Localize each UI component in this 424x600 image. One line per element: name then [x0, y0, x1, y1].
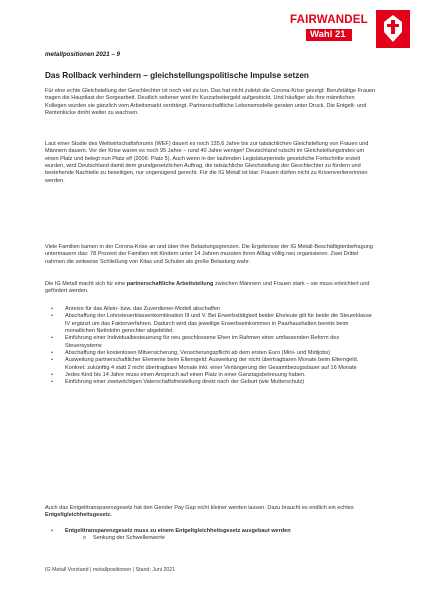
- equal-pay-list: [45, 528, 377, 543]
- paragraph-demands-intro: [45, 281, 377, 296]
- list-item: • Anreize für das Allein- bzw. das Zuverdiener-Modell abschaffen: [45, 306, 377, 313]
- page-footer: IG Metall Vorstand | metallpositionen | Stand: Juni 2021: [45, 567, 176, 573]
- list-item: • Einführung einer zweiwöchigen Vaterschaftsfreistellung direkt nach der Geburt (wie Mutterschutz): [45, 379, 377, 386]
- paragraph-equal-pay: [45, 505, 377, 520]
- list-item: [45, 528, 377, 543]
- demands-intro-post: zwischen Männern und Frauen stark – sie muss erleichtert und gefördert werden.: [45, 281, 370, 295]
- list-item: • Ausweitung partnerschaftlicher Elemente beim Elterngeld: Ausweitung der nicht übertragbaren Monate beim Elterngeld. Konkret: zukünftig 4 statt 2 nicht übertragbare Monate inkl. einer Verlängerung der Gesamtbezugsdauer auf 16 Monate: [45, 357, 377, 372]
- demands-intro-pre: Die IG Metall macht sich für eine: [45, 281, 127, 287]
- equal-pay-sublist: [65, 535, 377, 542]
- fairwandel-logo-text: FAIRWANDEL: [290, 14, 368, 26]
- paragraph-wef-study: Laut einer Studie des Weltwirtschaftsforums (WEF) dauert es noch 135,6 Jahre bis zur tatsächlichen Gleichstellung von Frauen und Männern dauern. Vor der Krise waren es noch 95 Jahre – rund 40 Jahre weniger! Deutschland rutscht im Gleichstellungsindex um einen Platz und belegt nun Platz elf (2006: Platz 5). Auch wenn in der laufenden Legislaturperiode gesetzliche Fortschritte erzielt wurden, wird Deutschland damit dem grundgesetzlichen Auftrag, die tatsächliche Gleichstellung der Geschlechter zu fördern und bestehende Nachteile zu beseitigen, nur ungenügend gerecht. Für die IG Metall ist klar: Frauen dürfen nicht zu Krisenverliererinnen werden.: [45, 141, 369, 184]
- paragraph-families: Viele Familien kamen in der Corona-Krise an und über ihre Belastungsgrenzen. Die Ergebnisse der IG Metall-Beschäftigtenbefragung untermauern das: 78 Prozent der Familien mit Kindern unter 14 Jahren mussten ihren Alltag völlig neu organisieren. Zwei Drittel nahmen die zeitweise Schließung von Kitas und Schulen als große Belastung wahr.: [45, 244, 373, 265]
- equal-pay-bold: Entgeltgleichheitsgesetz.: [45, 512, 112, 519]
- list-item: • Jedes Kind bis 14 Jahre muss einen Anspruch auf einen Platz in einer Ganztagsbetreuung haben.: [45, 372, 377, 379]
- document-kicker: metallpositionen 2021 – 9: [45, 51, 120, 58]
- fairwandel-logo-subtext: Wahl 21: [306, 29, 352, 41]
- equal-pay-item: Entgelttransparenzgesetz muss zu einem Entgeltgleichheitsgesetz ausgebaut werden: [65, 528, 291, 534]
- demands-list: [45, 306, 377, 387]
- list-item: • Abschaffung der kostenlosen Mitversicherung, Versicherungspflicht ab dem ersten Euro (Mini- und Midijobs): [45, 350, 377, 357]
- fairwandel-logo: [290, 14, 370, 44]
- equal-pay-pre: Auch das Entgelttransparenzgesetz hat den Gender Pay Gap nicht kleiner werden lassen. Dazu braucht es endlich ein echtes: [45, 505, 354, 511]
- document-title: Das Rollback verhindern – gleichstellungspolitische Impulse setzen: [45, 71, 309, 80]
- ig-metall-logo-icon: [376, 10, 410, 48]
- paragraph-intro: Für eine echte Gleichstellung der Geschlechter ist noch viel zu tun. Das hat nicht zuletzt die Corona-Krise gezeigt: Berufstätige Frauen tragen die Hauptlast der Sorgearbeit. Deutlich seltener wird ihr Kurzarbeitergeld aufgestockt. Und häufiger als ihre männlichen Kollegen wurden sie gänzlich vom Arbeitsmarkt verdrängt. Partnerschaftliche Lebensmodelle geraten unter Druck. Die Entgelt- und Rentenlücke droht weiter zu wachsen.: [45, 88, 376, 117]
- list-item: o Senkung der Schwellenwerte: [65, 535, 377, 542]
- list-item: • Einführung einer Individualbesteuerung für neu geschlossene Ehen im Rahmen einer umfassenden Reform des Steuersystems: [45, 335, 377, 350]
- list-item: • Abschaffung der Lohnsteuerklassenkombination III und V. Bei Erwerbstätigkeit beider Eheleute gilt für beide die Steuerklasse IV ergänzt um das Faktorverfahren. Dadurch wird das jeweilige Erwerbseinkommen in Paarhaushalten bereits beim monatlichen Nettolohn gerechter abgebildet.: [45, 313, 377, 335]
- demands-intro-bold: partnerschaftliche Arbeitsteilung: [126, 281, 214, 287]
